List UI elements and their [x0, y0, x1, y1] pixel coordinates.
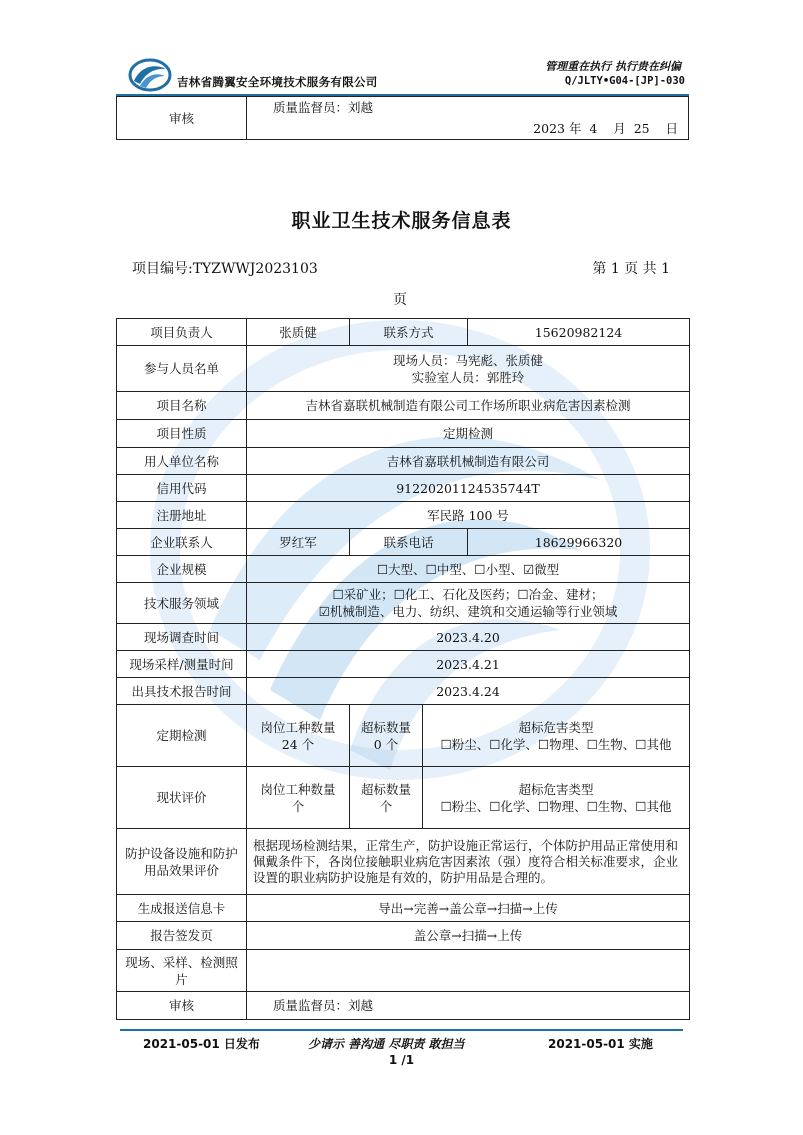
- issue-date: 2021-05-01 日发布: [143, 1037, 260, 1051]
- leader-label: 项目负责人: [117, 319, 247, 346]
- phone-label: 联系电话: [350, 529, 468, 556]
- sampling-time-value: 2023.4.21: [247, 651, 690, 678]
- periodic-hazard-types: ☐粉尘、☐化学、☐物理、☐生物、☐其他: [440, 736, 672, 752]
- enterprise-contact-label: 企业联系人: [117, 529, 247, 556]
- footer-divider: [120, 1029, 683, 1031]
- contact-value: 15620982124: [468, 319, 690, 346]
- employer-value: 吉林省嘉联机械制造有限公司: [247, 448, 690, 475]
- enterprise-contact-value: 罗红军: [247, 529, 350, 556]
- page-info: 第 1 页 共 1: [592, 261, 670, 277]
- top-review-table: [116, 96, 689, 140]
- page-number: 1 /1: [388, 1053, 415, 1067]
- top-review-date: 2023 年 4 月 25 日: [533, 121, 678, 136]
- info-card-value: 导出→完善→盖公章→扫描→上传: [247, 895, 690, 922]
- protection-label: 防护设备设施和防护用品效果评价: [117, 829, 247, 895]
- footer-slogan: 少请示 善沟通 尽职责 敢担当: [308, 1037, 465, 1051]
- status-posts: 岗位工种数量 个: [247, 767, 350, 829]
- employer-label: 用人单位名称: [117, 448, 247, 475]
- status-hazard: [423, 767, 690, 829]
- periodic-label: 定期检测: [117, 705, 247, 767]
- issue-page-label: 报告签发页: [117, 922, 247, 950]
- photos-value: [247, 950, 690, 992]
- field-staff: 现场人员：马宪彪、张质健: [393, 352, 544, 368]
- info-table: [116, 318, 690, 1020]
- phone-value: 18629966320: [468, 529, 690, 556]
- status-exceed: 超标数量 个: [350, 767, 423, 829]
- report-time-label: 出具技术报告时间: [117, 678, 247, 705]
- header-slogan: 管理重在执行 执行贵在纠偏: [545, 60, 681, 73]
- status-label: 现状评价: [117, 767, 247, 829]
- nature-value: 定期检测: [247, 420, 690, 448]
- top-review-label: 审核: [117, 97, 247, 140]
- service-field-line1: ☐采矿业；☐化工、石化及医药；☐冶金、建材；: [332, 587, 604, 602]
- periodic-hazard-title: 超标危害类型: [518, 719, 594, 735]
- credit-label: 信用代码: [117, 475, 247, 502]
- issue-page-value: 盖公章→扫描→上传: [247, 922, 690, 950]
- lab-staff: 实验室人员：郭胜玲: [411, 369, 525, 385]
- leader-value: 张质健: [247, 319, 350, 346]
- project-number: 项目编号:TYZWWJ2023103: [132, 261, 318, 277]
- survey-time-value: 2023.4.20: [247, 624, 690, 651]
- periodic-posts: 岗位工种数量 24 个: [247, 705, 350, 767]
- participants-label: 参与人员名单: [117, 346, 247, 392]
- periodic-exceed: 超标数量 0 个: [350, 705, 423, 767]
- page-title: 职业卫生技术服务信息表: [291, 210, 512, 232]
- nature-label: 项目性质: [117, 420, 247, 448]
- protection-value: 根据现场检测结果，正常生产，防护设施正常运行，个体防护用品正常使用和佩戴条件下，各岗位接触职业病危害因素浓（强）度符合相关标准要求，企业设置的职业病防护设施是有效的，防护用品是合理的。: [247, 829, 690, 895]
- contact-label: 联系方式: [350, 319, 468, 346]
- participants-value: [247, 346, 690, 392]
- photos-label: 现场、采样、检测照片: [117, 950, 247, 992]
- project-name-value: 吉林省嘉联机械制造有限公司工作场所职业病危害因素检测: [247, 392, 690, 420]
- company-name: 吉林省腾翼安全环境技术服务有限公司: [177, 75, 378, 89]
- survey-time-label: 现场调查时间: [117, 624, 247, 651]
- sampling-time-label: 现场采样/测量时间: [117, 651, 247, 678]
- report-time-value: 2023.4.24: [247, 678, 690, 705]
- scale-value: ☐大型、☐中型、☐小型、☑微型: [247, 556, 690, 583]
- status-hazard-title: 超标危害类型: [518, 781, 594, 797]
- service-field-line2: ☑机械制造、电力、纺织、建筑和交通运输等行业领域: [318, 604, 618, 619]
- document-number: Q/JLTY•G04-[JP]-030: [564, 75, 685, 87]
- credit-value: 91220201124535744T: [247, 475, 690, 502]
- info-card-label: 生成报送信息卡: [117, 895, 247, 922]
- company-logo-icon: [128, 57, 172, 93]
- top-review-supervisor: 质量监督员：刘越: [273, 100, 374, 115]
- status-hazard-types: ☐粉尘、☐化学、☐物理、☐生物、☐其他: [440, 798, 672, 814]
- service-field-label: 技术服务领域: [117, 583, 247, 624]
- service-field-value: [247, 583, 690, 624]
- project-name-label: 项目名称: [117, 392, 247, 420]
- periodic-hazard: [423, 705, 690, 767]
- review-value: 质量监督员：刘越: [247, 992, 690, 1020]
- scale-label: 企业规模: [117, 556, 247, 583]
- page-info-suffix: 页: [393, 292, 407, 308]
- implement-date: 2021-05-01 实施: [548, 1037, 653, 1051]
- address-label: 注册地址: [117, 502, 247, 529]
- address-value: 军民路 100 号: [247, 502, 690, 529]
- review-label: 审核: [117, 992, 247, 1020]
